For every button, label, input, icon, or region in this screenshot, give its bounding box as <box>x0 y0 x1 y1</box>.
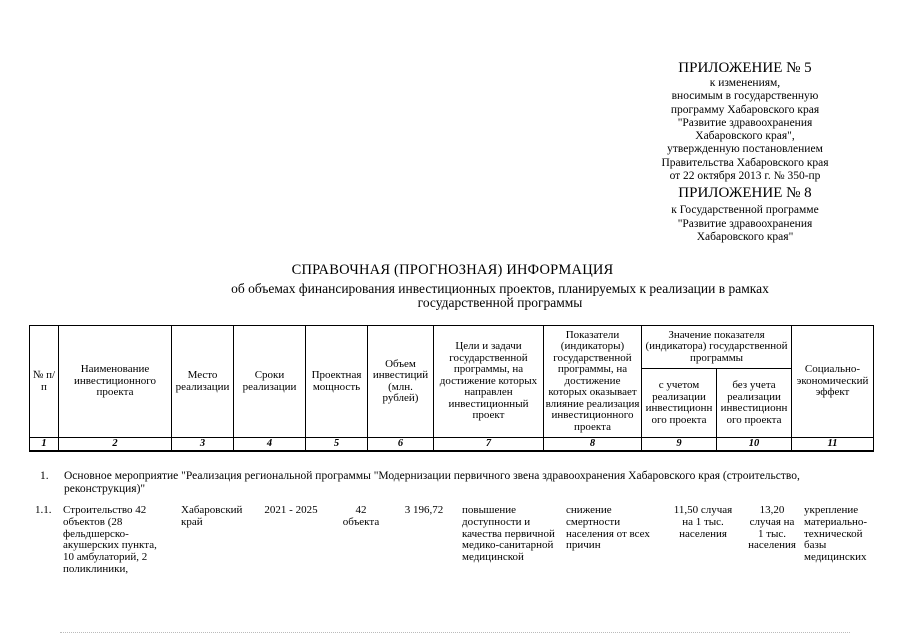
column-number: 3 <box>172 438 234 451</box>
header-with-project: с учетом реализации инвестиционного проекта <box>642 369 717 438</box>
header-without-project: без учета реализации инвестиционного проекта <box>717 369 792 438</box>
column-number: 11 <box>792 438 874 451</box>
appendix-5-title: ПРИЛОЖЕНИЕ № 5 <box>678 60 812 76</box>
appendix-5-line: утвержденную постановлением <box>667 143 823 156</box>
row-without-value: 13,20 случая на 1 тыс. населения <box>748 504 796 552</box>
column-number: 1 <box>30 438 59 451</box>
column-number: 10 <box>717 438 792 451</box>
section-text: Основное мероприятие "Реализация региональной программы "Модернизации первичного звена здравоохранения Хабаровского края (строительство, реконструкция)" <box>64 470 800 495</box>
header-place: Место реализации <box>172 326 234 438</box>
appendix-block <box>630 60 860 244</box>
document-subtitle: об объемах финансирования инвестиционных проектов, планируемых к реализации в рамках государственной программы <box>231 281 769 310</box>
column-number: 4 <box>234 438 306 451</box>
column-number: 5 <box>306 438 368 451</box>
header-goals: Цели и задачи государственной программы, на достижение которых направлен инвестиционный проект <box>434 326 544 438</box>
column-number: 7 <box>434 438 544 451</box>
header-terms: Сроки реализации <box>234 326 306 438</box>
row-with-value: 11,50 случая на 1 тыс. населения <box>673 504 733 540</box>
appendix-5-line: Правительства Хабаровского края <box>661 156 829 169</box>
header-effect: Социально-экономический эффект <box>792 326 874 438</box>
header-capacity: Проектная мощность <box>306 326 368 438</box>
header-value-group: Значение показателя (индикатора) государственной программы <box>642 326 792 369</box>
appendix-8-line: к Государственной программе <box>671 204 819 217</box>
row-terms: 2021 - 2025 <box>264 504 318 516</box>
investment-table-header <box>29 325 874 452</box>
appendix-5-line: программу Хабаровского края <box>670 103 820 116</box>
header-num: № п/п <box>30 326 59 438</box>
appendix-8-title: ПРИЛОЖЕНИЕ № 8 <box>678 185 812 202</box>
appendix-8-line: Хабаровского края" <box>696 230 794 243</box>
row-effect: укрепление материально-технической базы медицинских <box>804 504 868 564</box>
column-number: 9 <box>642 438 717 451</box>
column-number: 2 <box>59 438 172 451</box>
appendix-5-line: вносимым в государственную <box>671 90 819 103</box>
column-number: 6 <box>368 438 434 451</box>
appendix-8-line: "Развитие здравоохранения <box>677 217 813 230</box>
appendix-5-line: от 22 октября 2013 г. № 350-пр <box>669 170 821 183</box>
appendix-5-line: "Развитие здравоохранения <box>677 116 813 129</box>
row-place: Хабаровский край <box>181 504 243 528</box>
header-volume: Объем инвестиций (млн. рублей) <box>368 326 434 438</box>
row-name: Строительство 42 объектов (28 фельдшерско-акушерских пункта, 10 амбулаторий, 2 поликлиники, <box>63 504 157 575</box>
row-goals: повышение доступности и качества первичной медико-санитарной медицинской <box>462 504 555 564</box>
header-indicators: Показатели (индикаторы) государственной программы, на достижение которых оказывает влияние реализация инвестиционного проекта <box>544 326 642 438</box>
row-indicator: снижение смертности населения от всех причин <box>566 504 650 552</box>
row-volume: 3 196,72 <box>404 504 444 516</box>
appendix-5-line: к изменениям, <box>709 77 781 89</box>
page-edge-artifact <box>60 632 850 635</box>
row-capacity: 42 объекта <box>342 504 380 528</box>
header-name: Наименование инвестиционного проекта <box>59 326 172 438</box>
row-number: 1.1. <box>35 504 52 516</box>
document-title: СПРАВОЧНАЯ (ПРОГНОЗНАЯ) ИНФОРМАЦИЯ <box>291 262 614 278</box>
column-number: 8 <box>544 438 642 451</box>
appendix-5-line: Хабаровского края", <box>695 130 795 143</box>
section-number: 1. <box>40 470 49 482</box>
